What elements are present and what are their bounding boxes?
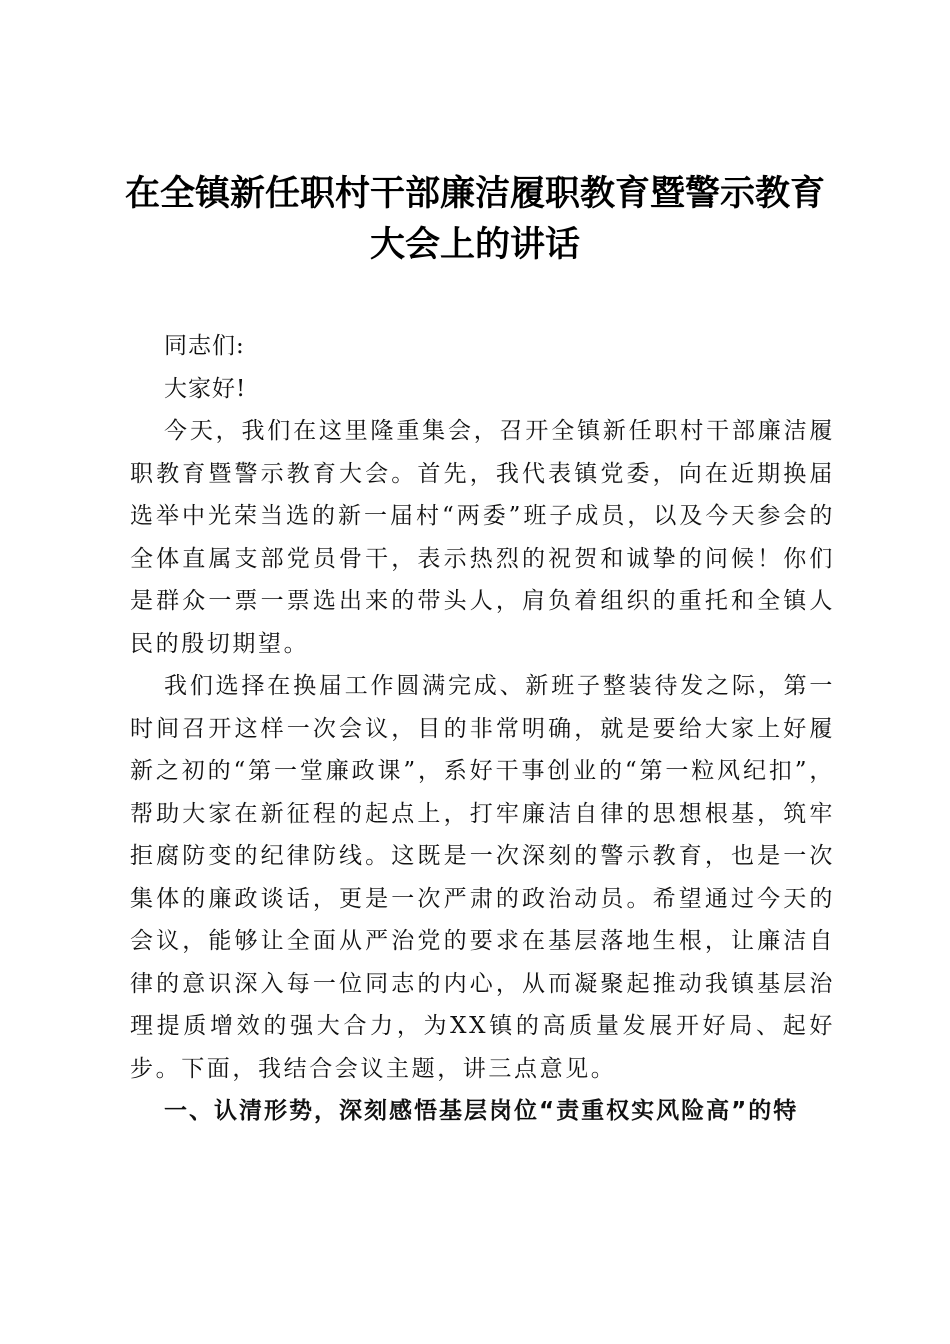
paragraph-opening: 今天，我们在这里隆重集会，召开全镇新任职村干部廉洁履职教育暨警示教育大会。首先，我代表镇党委，向在近期换届选举中光荣当选的新一届村“两委”班子成员，以及今天参会的全体直属支部党员骨干，表示热烈的祝贺和诚挚的问候！你们是群众一票一票选出来的带头人，肩负着组织的重托和全镇人民的殷切期望。 <box>130 418 835 657</box>
greeting: 大家好! <box>164 375 247 402</box>
document-title-line-2: 大会上的讲话 <box>369 224 580 265</box>
salutation: 同志们: <box>164 333 245 359</box>
paragraph-purpose: 我们选择在换届工作圆满完成、新班子整装待发之际，第一时间召开这样一次会议，目的非常明确，就是要给大家上好履新之初的“第一堂廉政课”，系好干事创业的“第一粒风纪扣”，帮助大家在新征程的起点上，打牢廉洁自律的思想根基，筑牢拒腐防变的纪律防线。这既是一次深刻的警示教育，也是一次集体的廉政谈话，更是一次严肃的政治动员。希望通过今天的会议，能够让全面从严治党的要求在基层落地生根，让廉洁自律的意识深入每一位同志的内心，从而凝聚起推动我镇基层治理提质增效的强大合力，为XX镇的高质量发展开好局、起好步。下面，我结合会议主题，讲三点意见。 <box>130 673 835 1082</box>
document-title-line-1: 在全镇新任职村干部廉洁履职教育暨警示教育 <box>124 173 825 214</box>
document-body <box>130 325 835 1133</box>
section-heading-1: 一、认清形势，深刻感悟基层岗位“责重权实风险高”的特 <box>164 1098 799 1124</box>
